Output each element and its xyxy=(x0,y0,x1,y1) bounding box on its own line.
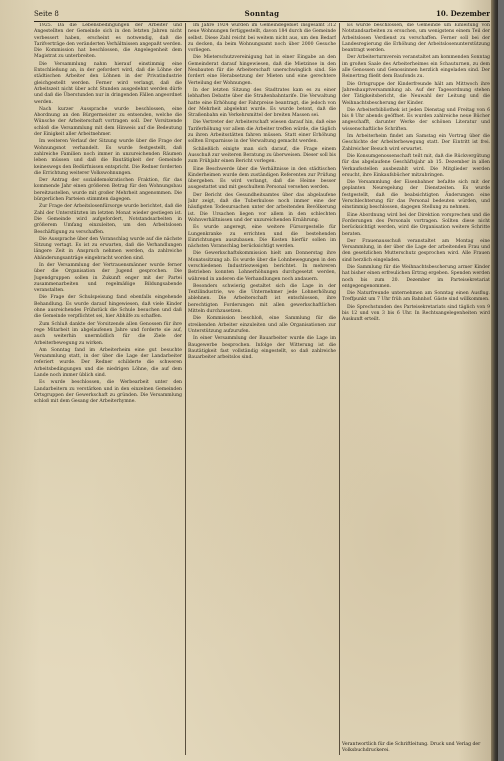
issue-date: 10. Dezember xyxy=(435,9,490,18)
paragraph: In einer Versammlung der Bauarbeiter wurde die Lage im Baugewerbe besprochen. Infolge der Witterung ist die Bautätigkeit fast vollständig eingestellt, so daß zahlreiche Bauarbeiter arbeitslos sind. xyxy=(188,336,336,361)
paragraph: Die Mieterschutzvereinigung hat in einer Eingabe an den Gemeinderat darauf hingewiesen, daß die Mietzinse in den Neubauten für die Arbeiterschaft unerschwinglich sind. Sie fordert eine Herabsetzung der Mieten und eine gerechtere Verteilung der Wohnungen. xyxy=(188,55,336,86)
paragraph: Die Versammlung nahm hierauf einstimmig eine Entschließung an, in der gefordert wird, daß die Löhne der städtischen Arbeiter den Löhnen in der Privatindustrie gleichgestellt werden. Ferner wird verlangt, daß die Arbeitszeit nicht über acht Stunden ausgedehnt werden dürfe und daß die Überstunden nur in dringenden Fällen angeordnet werden. xyxy=(34,61,182,105)
paragraph: Die Arbeiterbibliothek ist jeden Dienstag und Freitag von 6 bis 8 Uhr abends geöffnet. Es wurden zahlreiche neue Bücher angeschafft, darunter Werke der schönen Literatur und wissenschaftliche Schriften. xyxy=(342,107,490,132)
paragraph: Eine Abordnung wird bei der Direktion vorsprechen und die Forderungen des Personals vortragen. Sollten diese nicht berücksichtigt werden, wird die Organisation weitere Schritte beraten. xyxy=(342,212,490,237)
paragraph: Es wurde beschlossen, die Gemeinde um Einleitung von Notstandsarbeiten zu ersuchen, um wenigstens einem Teil der Arbeitslosen Verdienst zu verschaffen. Ferner soll bei der Landesregierung die Erhöhung der Arbeitslosenunterstützung beantragt werden. xyxy=(342,23,490,54)
paragraph: Die Sammlung für die Weihnachtsbescherung armer Kinder hat bisher einen erfreulichen Ertrag ergeben. Spenden werden noch bis zum 20. Dezember im Parteisekretariat entgegengenommen. xyxy=(342,264,490,289)
paragraph: Der Antrag der sozialdemokratischen Fraktion, für das kommende Jahr einen größeren Betrag für den Wohnungsbau bereitzustellen, wurde mit großer Mehrheit angenommen. Die bürgerlichen Parteien stimmten dagegen. xyxy=(34,178,182,203)
paragraph: In der letzten Sitzung des Stadtrates kam es zu einer lebhaften Debatte über die Straßenbahntarife. Die Verwaltung hatte eine Erhöhung der Fahrpreise beantragt, die jedoch von der Mehrheit abgelehnt wurde. Es wurde betont, daß die Straßenbahn ein Verkehrsmittel der breiten Massen sei. xyxy=(188,87,336,119)
paragraph: Nach kurzer Aussprache wurde beschlossen, eine Abordnung an den Bürgermeister zu entsenden, welche die Wünsche der Arbeiterschaft vortragen soll. Der Vorsitzende schloß die Versammlung mit dem Hinweis auf die Bedeutung der Einigkeit aller Arbeitnehmer. xyxy=(34,106,182,138)
paragraph: Besonders schwierig gestaltet sich die Lage in der Textilindustrie, wo die Unternehmer jede Lohnerhöhung ablehnen. Die Arbeiterschaft ist entschlossen, ihre berechtigten Forderungen mit allen gewerkschaftlichen Mitteln durchzusetzen. xyxy=(188,283,336,315)
paragraph: Der Bericht des Gesundheitsamtes über das abgelaufene Jahr zeigt, daß die Tuberkulose noch immer eine der häufigsten Todesursachen unter der arbeitenden Bevölkerung ist. Die Ursachen liegen vor allem in den schlechten Wohnverhältnissen und der unzureichenden Ernährung. xyxy=(188,192,336,223)
paragraph: Die Versammlung der Eisenbahner befaßte sich mit der geplanten Neuregelung der Dienstzeiten. Es wurde festgestellt, daß die beabsichtigten Änderungen eine Verschlechterung für das Personal bedeuten würden, und einstimmig beschlossen, dagegen Stellung zu nehmen. xyxy=(342,180,490,211)
paragraph: Es wurde angeregt, eine weitere Fürsorgestelle für Lungenkranke zu errichten und die bestehenden Einrichtungen auszubauen. Die Kosten hierfür sollen im nächsten Voranschlag berücksichtigt werden. xyxy=(188,225,336,250)
paragraph: Am Sonntag fand im Arbeiterheim eine gut besuchte Versammlung statt, in der über die Lage der Landarbeiter referiert wurde. Der Redner schilderte die schweren Arbeitsbedingungen und die niedrigen Löhne, die auf dem Lande noch immer üblich sind. xyxy=(34,347,182,379)
paragraph: Eine Beschwerde über die Verhältnisse in den städtischen Kinderheimen wurde dem zuständigen Referenten zur Prüfung übergeben. Es wird verlangt, daß die Heime besser ausgestattet und mit geschultem Personal versehen werden. xyxy=(188,166,336,191)
paragraph: Die Aussprache über den Voranschlag wurde auf die nächste Sitzung vertagt. Es ist zu erwarten, daß die Verhandlungen längere Zeit in Anspruch nehmen werden, da zahlreiche Abänderungsanträge eingebracht worden sind. xyxy=(34,236,182,261)
paragraph: Zum Schluß dankte der Vorsitzende allen Genossen für ihre rege Mitarbeit im abgelaufenen Jahre und forderte sie auf, auch weiterhin unermüdlich für die Ziele der Arbeiterbewegung zu wirken. xyxy=(34,321,182,346)
paragraph: Im Arbeiterheim findet am Samstag ein Vortrag über die Geschichte der Arbeiterbewegung statt. Der Eintritt ist frei. Zahlreicher Besuch wird erwartet. xyxy=(342,134,490,152)
paragraph: Die Frage der Schulspeisung fand ebenfalls eingehende Behandlung. Es wurde darauf hingewiesen, daß viele Kinder ohne ausreichendes Frühstück die Schule besuchen und daß die Gemeinde verpflichtet sei, hier Abhilfe zu schaffen. xyxy=(34,295,182,320)
paragraph: Die Gewerkschaftskommission hielt am Donnerstag ihre Monatssitzung ab. Es wurde über die Lohnbewegungen in den verschiedenen Industriezweigen berichtet. In mehreren Betrieben konnten Lohnerhöhungen durchgesetzt werden, während in anderen die Verhandlungen noch andauern. xyxy=(188,251,336,282)
page-edge xyxy=(491,0,498,761)
column-1 xyxy=(34,23,182,757)
paragraph: Im Jahre 1924 wurden im Gemeindegebiet insgesamt 312 neue Wohnungen fertiggestellt, davon 184 durch die Gemeinde selbst. Diese Zahl reicht bei weitem nicht aus, um den Bedarf zu decken, da beim Wohnungsamt noch über 2000 Gesuche vorliegen. xyxy=(188,23,336,54)
paragraph: Schließlich einigte man sich darauf, die Frage einem Ausschuß zur weiteren Beratung zu überweisen. Dieser soll bis zum Frühjahr einen Bericht vorlegen. xyxy=(188,146,336,165)
paragraph: Die Ortsgruppe der Kinderfreunde hält am Mittwoch ihre Jahreshauptversammlung ab. Auf der Tagesordnung stehen der Tätigkeitsbericht, die Neuwahl der Leitung und die Weihnachtsbescherung der Kinder. xyxy=(342,81,490,106)
paragraph: In der Versammlung der Vertrauensmänner wurde ferner über die Organisation der Jugend gesprochen. Die Jugendgruppen sollen in Zukunft enger mit der Partei zusammenarbeiten und regelmäßige Bildungsabende veranstalten. xyxy=(34,262,182,294)
page-number: Seite 8 xyxy=(34,10,59,18)
issue-day: Sonntag xyxy=(244,9,280,18)
paragraph: Der Frauenausschuß veranstaltet am Montag eine Versammlung, in der über die Lage der arbeitenden Frau und den gesetzlichen Mutterschutz gesprochen wird. Alle Frauen sind herzlich eingeladen. xyxy=(342,238,490,263)
column-3 xyxy=(342,23,490,739)
paragraph: Die Naturfreunde unternehmen am Sonntag einen Ausflug. Treffpunkt um 7 Uhr früh am Bahnhof. Gäste sind willkommen. xyxy=(342,291,490,303)
column-2 xyxy=(188,23,336,757)
paragraph: 1925. Da die Lebensbedingungen der Arbeiter und Angestellten der Gemeinde sich in den letzten Jahren nicht verbessert haben, erscheint es notwendig, daß die Tarifverträge den veränderten Verhältnissen angepaßt werden. Die Kommission hat beschlossen, die Angelegenheit dem Magistrat zu unterbreiten. xyxy=(34,23,182,60)
paragraph: Die Vertreter der Arbeiterschaft wiesen darauf hin, daß eine Tariferhöhung vor allem die Arbeiter treffen würde, die täglich zu ihren Arbeitsstätten fahren müssen. Statt einer Erhöhung sollten Ersparnisse in der Verwaltung gemacht werden. xyxy=(188,120,336,145)
paragraph: Die Kommission beschloß, eine Sammlung für die streikenden Arbeiter einzuleiten und alle Organisationen zur Unterstützung aufzurufen. xyxy=(188,316,336,334)
page-header xyxy=(34,9,490,22)
paragraph: Die Sprechstunden des Parteisekretariats sind täglich von 9 bis 12 und von 3 bis 6 Uhr. In Rechtsangelegenheiten wird Auskunft erteilt. xyxy=(342,304,490,323)
paragraph: Die Konsumgenossenschaft teilt mit, daß die Rückvergütung für das abgelaufene Geschäftsjahr ab 15. Dezember in allen Verkaufsstellen ausbezahlt wird. Die Mitglieder werden ersucht, ihre Einkaufsbücher mitzubringen. xyxy=(342,153,490,178)
paragraph: Im weiteren Verlauf der Sitzung wurde über die Frage der Wohnungsnot verhandelt. Es wurde festgestellt, daß zahlreiche Familien noch immer in unzureichenden Räumen leben müssen und daß die Bautätigkeit der Gemeinde keineswegs den Bedürfnissen entspricht. Die Redner forderten die Errichtung weiterer Volkswohnungen. xyxy=(34,139,182,176)
column-rule xyxy=(185,23,186,755)
column-rule xyxy=(339,23,340,755)
paragraph: Der Arbeiterturnverein veranstaltet am kommenden Sonntag im großen Saale des Arbeiterheimes ein Schauturnen, zu dem alle Genossen und Genossinnen herzlich eingeladen sind. Der Reinertrag fließt dem Baufonds zu. xyxy=(342,55,490,80)
paragraph: Zur Frage der Arbeitslosenfürsorge wurde berichtet, daß die Zahl der Unterstützten im letzten Monat wieder gestiegen ist. Die Gemeinde wird aufgefordert, Notstandsarbeiten in größerem Umfang einzuleiten, um den Arbeitslosen Beschäftigung zu verschaffen. xyxy=(34,204,182,235)
paragraph: Es wurde beschlossen, die Werbearbeit unter den Landarbeitern zu verstärken und in den einzelnen Gemeinden Ortsgruppen der Gewerkschaft zu gründen. Die Versammlung schloß mit dem Gesang der Arbeiterhymne. xyxy=(34,380,182,405)
imprint: Verantwortlich für die Schriftleitung. Druck und Verlag der Volksbuchdruckerei. xyxy=(342,742,481,753)
